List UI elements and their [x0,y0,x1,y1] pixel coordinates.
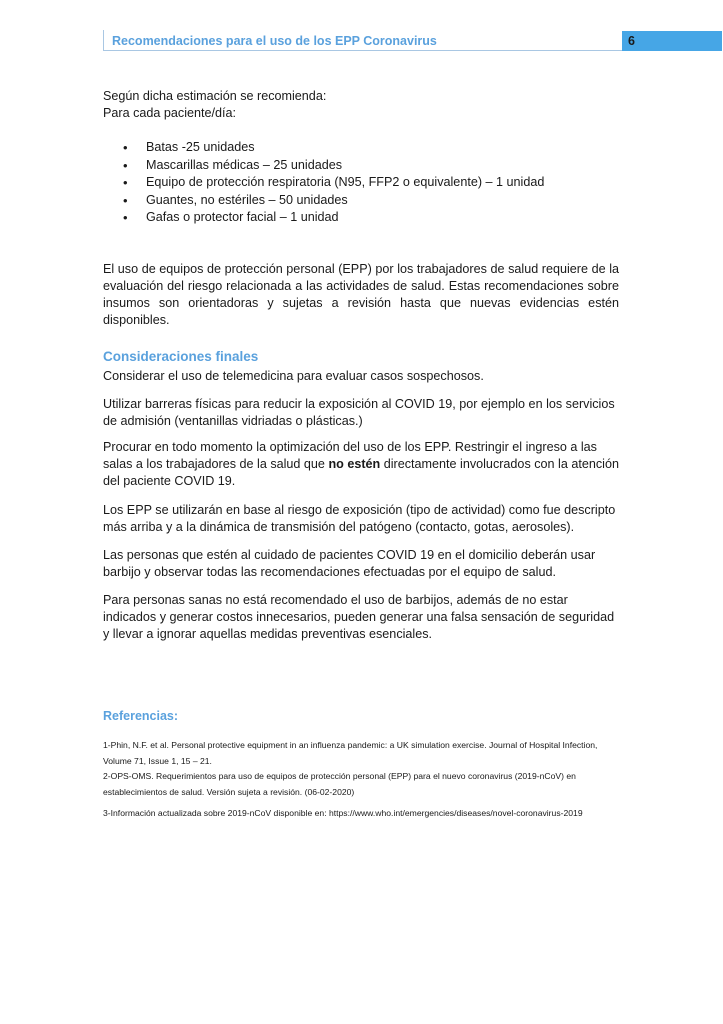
final-paragraph-6: Para personas sanas no está recomendado el uso de barbijos, además de no estar indicados y generar costos innecesarios, pueden generar una falsa sensación de seguridad y llevar a ignorar aquellas medidas preventivas esenciales. [103,593,615,641]
intro-line-1: Según dicha estimación se recomienda: [103,89,327,103]
emphasis-text: no estén [328,457,381,471]
references-heading: Referencias: [103,709,179,723]
final-paragraph-4: Los EPP se utilizarán en base al riesgo de exposición (tipo de actividad) como fue descripto más arriba y a la dinámica de transmisión del patógeno (contacto, gotas, aerosoles). [103,503,616,534]
list-item: • Mascarillas médicas – 25 unidades [123,157,343,173]
supplies-list [103,139,619,227]
page-number-box [622,31,722,51]
list-item: • Equipo de protección respiratoria (N95, FFP2 o equivalente) – 1 unidad [123,175,545,190]
page-header [103,30,623,51]
list-item: • Guantes, no estériles – 50 unidades [123,192,348,208]
intro-line-2: Para cada paciente/día: [103,106,237,120]
bullet-icon: • [123,192,128,208]
final-paragraph-3: Procurar en todo momento la optimización del uso de los EPP. Restringir el ingreso a las salas a los trabajadores de la salud que no estén directamente involucrados con la atención del paciente COVID 19. [103,440,619,488]
list-item: • Batas -25 unidades [123,140,255,155]
reference-3: 3-Información actualizada sobre 2019-nCoV disponible en: https://www.who.int/emergencies/diseases/novel-coronavirus-2019 [103,808,583,818]
final-considerations-heading: Consideraciones finales [103,349,259,364]
header-title: Recomendaciones para el uso de los EPP Coronavirus [112,34,437,48]
final-paragraph-2: Utilizar barreras físicas para reducir la exposición al COVID 19, por ejemplo en los servicios de admisión (ventanillas vidriadas o plásticas.) [103,397,615,428]
list-item: • Gafas o protector facial – 1 unidad [123,210,339,225]
final-paragraph-1: Considerar el uso de telemedicina para evaluar casos sospechosos. [103,369,484,383]
final-paragraph-5: Las personas que estén al cuidado de pacientes COVID 19 en el domicilio deberán usar barbijo y observar todas las recomendaciones efectuadas por el equipo de salud. [103,548,596,579]
bullet-icon: • [123,157,128,173]
page-number: 6 [628,34,635,48]
bullet-icon: • [123,175,128,190]
reference-1: 1-Phin, N.F. et al. Personal protective equipment in an influenza pandemic: a UK simulation exercise. Journal of Hospital Infection, Volume 71, Issue 1, 15 – 21. [103,740,598,766]
bullet-icon: • [123,140,128,155]
epp-paragraph: El uso de equipos de protección personal (EPP) por los trabajadores de salud requiere de la evaluación del riesgo relacionada a las actividades de salud. Estas recomendaciones sobre insumos son orientadoras y sujetas a revisión hasta que nuevas evidencias estén disponibles. [103,262,619,327]
reference-2: 2-OPS-OMS. Requerimientos para uso de equipos de protección personal (EPP) para el nuevo coronavirus (2019-nCoV) en establecimientos de salud. Versión sujeta a revisión. (06-02-2020) [103,771,576,797]
bullet-icon: • [123,210,128,225]
